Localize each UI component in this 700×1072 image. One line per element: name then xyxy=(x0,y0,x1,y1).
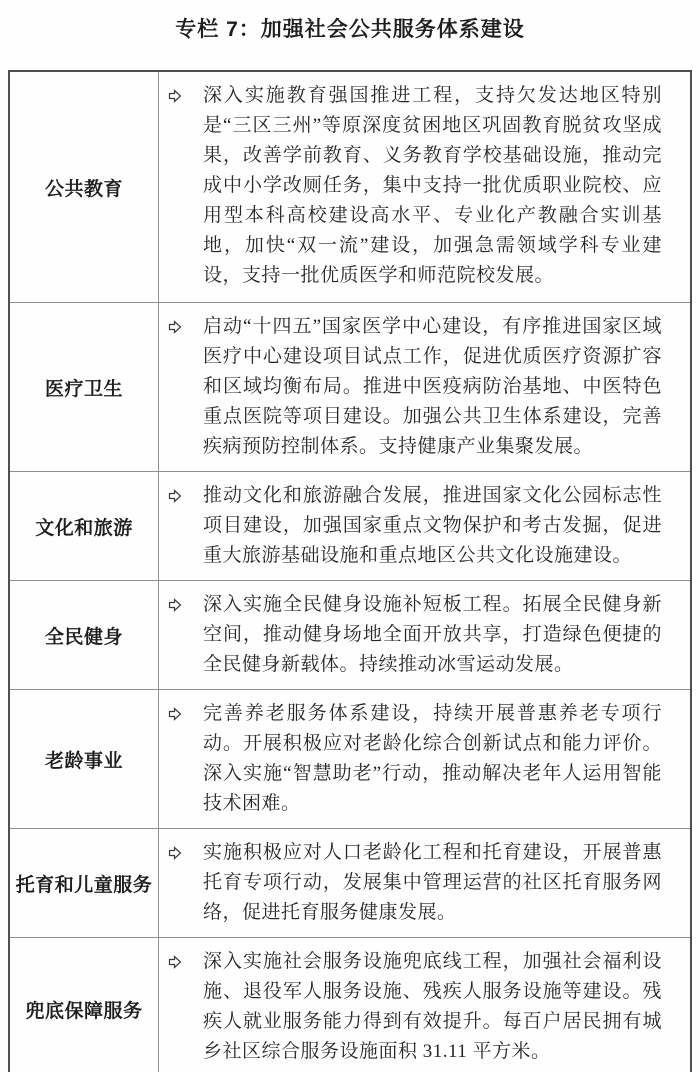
table-row xyxy=(10,72,690,302)
arrow-bullet-icon xyxy=(168,590,203,613)
table-row xyxy=(10,828,690,937)
row-content xyxy=(159,581,690,689)
row-label-medical-health: 医疗卫生 xyxy=(10,303,159,471)
row-text: 深入实施全民健身设施补短板工程。拓展全民健身新空间，推动健身场地全面开放共享，打造绿色便捷的全民健身新载体。持续推动冰雪运动发展。 xyxy=(203,594,662,675)
table-row xyxy=(10,302,690,471)
table-row xyxy=(10,937,690,1072)
arrow-bullet-icon xyxy=(168,699,203,722)
row-label-childcare-services: 托育和儿童服务 xyxy=(10,829,159,937)
row-content xyxy=(159,472,690,580)
row-label-national-fitness: 全民健身 xyxy=(10,581,159,689)
row-text: 启动“十四五”国家医学中心建设，有序推进国家区域医疗中心建设项目试点工作，促进优质医疗资源扩容和区域均衡布局。推进中医疫病防治基地、中医特色重点医院等项目建设。加强公共卫生体系建设，完善疾病预防控制体系。支持健康产业集聚发展。 xyxy=(203,316,662,457)
page-title: 专栏 7：加强社会公共服务体系建设 xyxy=(175,18,525,41)
row-text: 推动文化和旅游融合发展，推进国家文化公园标志性项目建设，加强国家重点文物保护和考古发掘，促进重大旅游基础设施和重点地区公共文化设施建设。 xyxy=(203,485,662,566)
arrow-bullet-icon xyxy=(168,838,203,861)
table-row xyxy=(10,689,690,828)
arrow-bullet-icon xyxy=(168,312,203,335)
row-label-culture-tourism: 文化和旅游 xyxy=(10,472,159,580)
row-content xyxy=(159,303,690,471)
table-row xyxy=(10,471,690,580)
row-text: 深入实施社会服务设施兜底线工程，加强社会福利设施、退役军人服务设施、残疾人服务设施等建设。残疾人就业服务能力得到有效提升。每百户居民拥有城乡社区综合服务设施面积 31.11 平方米。 xyxy=(203,951,662,1062)
arrow-bullet-icon xyxy=(168,481,203,504)
row-content xyxy=(159,690,690,828)
row-content xyxy=(159,938,690,1072)
row-content xyxy=(159,72,690,302)
row-content xyxy=(159,829,690,937)
row-label-public-education: 公共教育 xyxy=(10,72,159,302)
row-label-basic-security-services: 兜底保障服务 xyxy=(10,938,159,1072)
public-services-table xyxy=(8,70,692,1072)
row-text: 深入实施教育强国推进工程，支持欠发达地区特别是“三区三州”等原深度贫困地区巩固教育脱贫攻坚成果，改善学前教育、义务教育学校基础设施，推动完成中小学改厕任务，集中支持一批优质职业院校、应用型本科高校建设高水平、专业化产教融合实训基地，加快“双一流”建设，加强急需领域学科专业建设，支持一批优质医学和师范院校发展。 xyxy=(203,85,662,286)
arrow-bullet-icon xyxy=(168,947,203,970)
row-text: 完善养老服务体系建设，持续开展普惠养老专项行动。开展积极应对老龄化综合创新试点和能力评价。深入实施“智慧助老”行动，推动解决老年人运用智能技术困难。 xyxy=(203,703,662,814)
row-text: 实施积极应对人口老龄化工程和托育建设，开展普惠托育专项行动，发展集中管理运营的社区托育服务网络，促进托育服务健康发展。 xyxy=(203,842,662,923)
row-label-aging-programs: 老龄事业 xyxy=(10,690,159,828)
table-row xyxy=(10,580,690,689)
arrow-bullet-icon xyxy=(168,81,203,104)
